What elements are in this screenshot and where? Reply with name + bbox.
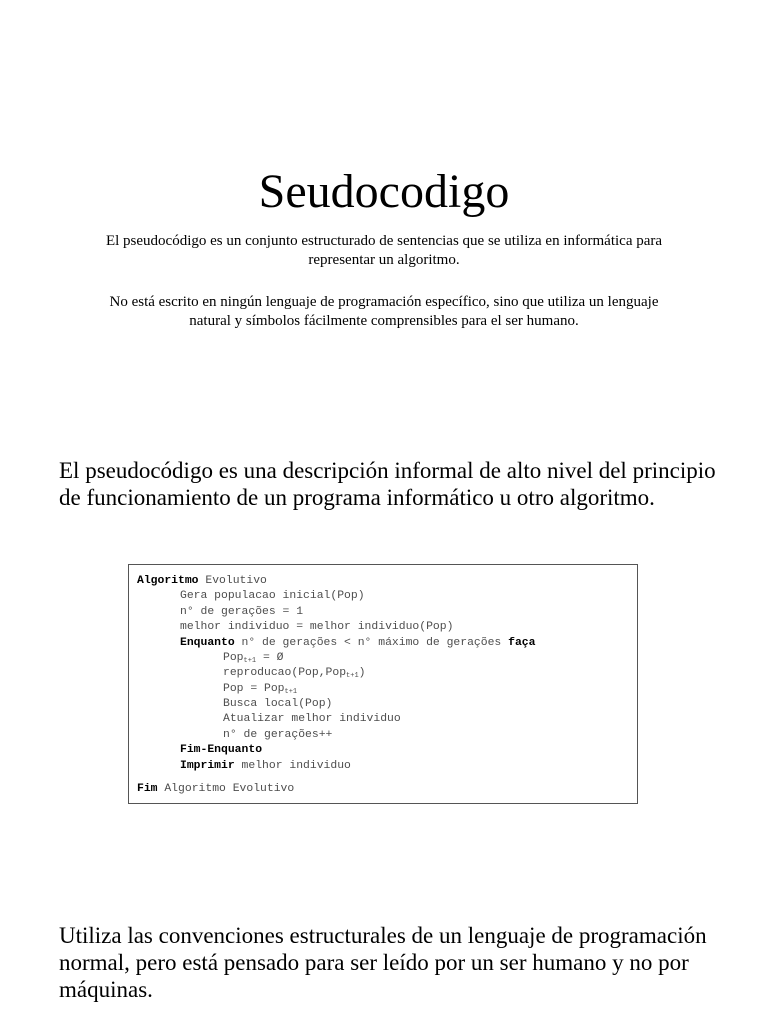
code-line-3: n° de gerações = 1 <box>180 606 304 618</box>
description-paragraph: El pseudocódigo es una descripción informal de alto nivel del principio de funcionamiento de un programa informático u otro algoritmo. <box>59 458 716 510</box>
code-text: melhor individuo <box>234 760 351 772</box>
code-line-1 <box>137 574 267 589</box>
code-text: n° de gerações < n° máximo de gerações <box>234 637 509 649</box>
code-line-2: Gera populacao inicial(Pop) <box>180 590 365 602</box>
code-text: reproducao(Pop,Pop <box>223 667 347 679</box>
code-line-5 <box>180 636 535 651</box>
code-text: Pop = Pop <box>223 683 285 695</box>
code-subscript: t+1 <box>284 688 298 696</box>
conclusion-paragraph: Utiliza las convenciones estructurales de un lenguaje de programación normal, pero está pensado para ser leído por un ser humano y no por máquinas. <box>59 923 707 1002</box>
code-text: Pop <box>223 652 244 664</box>
code-line-14 <box>137 782 294 797</box>
code-line-12 <box>180 743 262 758</box>
code-keyword: faça <box>508 637 536 649</box>
code-text: Evolutivo <box>198 575 267 587</box>
pseudocode-example <box>128 564 638 804</box>
code-keyword: Fim-Enquanto <box>180 744 263 756</box>
code-subscript: t+1 <box>346 672 359 680</box>
code-line-13 <box>180 759 351 774</box>
code-text: Algoritmo Evolutivo <box>157 783 295 795</box>
code-line-11: n° de gerações++ <box>223 729 333 741</box>
code-subscript: t+1 <box>243 657 257 665</box>
code-keyword: Enquanto <box>180 637 235 649</box>
code-text: = Ø <box>256 652 284 664</box>
code-line-4: melhor individuo = melhor individuo(Pop) <box>180 621 454 633</box>
code-text: ) <box>358 667 366 679</box>
intro-paragraph-language: No está escrito en ningún lenguaje de programación específico, sino que utiliza un lenguaje natural y símbolos fácilmente comprensibles para el ser humano. <box>109 294 659 329</box>
code-line-10: Atualizar melhor individuo <box>223 713 401 725</box>
page-title: Seudocodigo <box>258 165 510 218</box>
code-line-9: Busca local(Pop) <box>223 698 333 710</box>
code-keyword: Imprimir <box>180 760 235 772</box>
intro-paragraph-definition: El pseudocódigo es un conjunto estructurado de sentencias que se utiliza en informática para representar un algoritmo. <box>105 233 663 268</box>
code-keyword: Fim <box>137 783 158 795</box>
code-keyword: Algoritmo <box>137 575 199 587</box>
